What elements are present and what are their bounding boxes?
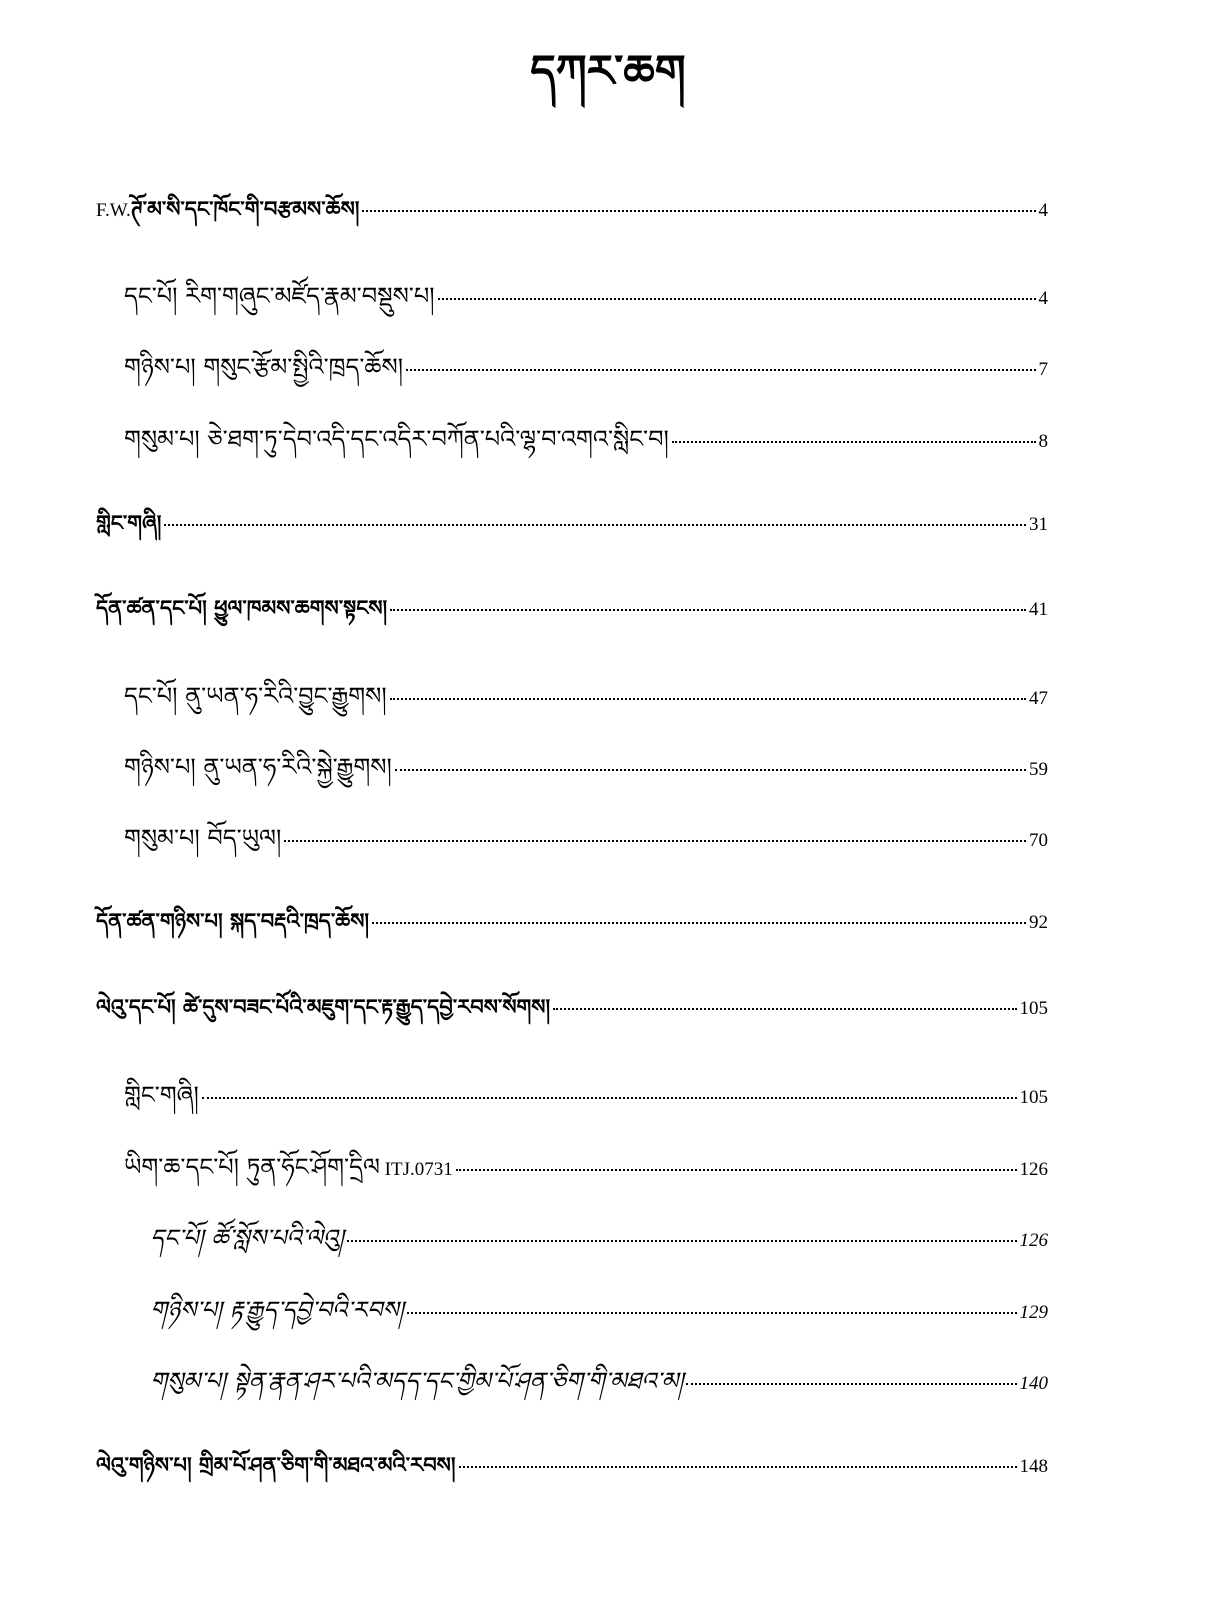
toc-entry-page: 148 [1019,1456,1048,1477]
dot-leader [438,298,1036,300]
toc-entry[interactable] [124,1069,1048,1109]
toc-entry[interactable] [124,413,1048,453]
toc-entry-page: 92 [1029,912,1048,933]
toc-entry-page: 105 [1019,998,1048,1019]
toc-entry-title: དོན་ཚན་གཉིས་པ། སྐད་བརྡའི་ཁྲད་ཆོས། [96,909,370,933]
toc-entry-title: གཉིས་པ། ནུ་ཡན་ཧ་རིའི་སྐྱེ་རྒྱུགས། [124,753,392,781]
dot-leader [407,1312,1017,1314]
toc-entry-page: 59 [1029,759,1048,780]
toc-entry-page: 41 [1029,599,1048,620]
toc-entry[interactable] [96,898,1048,938]
dot-leader [284,840,1026,842]
toc-entry-title: གསུམ་པ། སྟེན་རྣན་ཤར་པའི་མདད་དང་གྱིམ་པོ་ཤན་ཅིག་གི་མཐའ་མ། [150,1367,684,1395]
toc-entry[interactable] [96,984,1048,1024]
dot-leader [553,1008,1016,1010]
dot-leader [395,769,1026,771]
toc-entry[interactable] [96,500,1048,540]
toc-entry-suffix: ITJ.0731 [379,1159,453,1180]
dot-leader [390,609,1026,611]
toc-entry-title: དོན་ཚན་དང་པོ། ཕྱུལ་ཁམས་ཆགས་སྟངས། [96,596,388,620]
dot-leader [459,1466,1017,1468]
toc-entry-title: གཉིས་པ། རྟ་རྒྱུད་དབྱེ་བའི་རབས། [150,1296,404,1324]
toc-entry-title [96,186,359,245]
toc-entry-title: གསུམ་པ། ཅེ་ཐག་ཏུ་དེབ་འདི་དང་འདིར་བཀོན་པའི་ལྷ་བ་འགའ་སླིང་བ། [124,425,669,453]
dot-leader [372,922,1026,924]
toc-entry-page: 31 [1029,514,1048,535]
toc-entry-title: གླིང་གཞི། [96,511,162,535]
toc-entry[interactable] [124,812,1048,852]
toc-entry[interactable] [150,1284,1048,1324]
toc-entry[interactable] [124,670,1048,710]
dot-leader [347,1240,1017,1242]
toc-entry-page: 4 [1038,200,1048,221]
dot-leader [672,441,1036,443]
toc-entry[interactable] [124,341,1048,381]
toc-entry-page: 126 [1019,1159,1048,1180]
toc-entry-prefix: F.W. [96,200,131,221]
toc-entry-page: 126 [1019,1230,1048,1251]
dot-leader [164,524,1026,526]
toc-entry[interactable] [150,1355,1048,1395]
toc-entry[interactable] [124,741,1048,781]
toc-entry[interactable] [96,1442,1048,1482]
toc-entry-page: 7 [1038,359,1048,380]
page-title: དཀར་ཆག [530,46,686,97]
dot-leader [390,698,1026,700]
toc-entry-page: 47 [1029,688,1048,709]
dot-leader [456,1169,1017,1171]
toc-entry-page: 4 [1038,288,1048,309]
dot-leader [406,369,1035,371]
toc-entry[interactable] [150,1212,1048,1252]
toc-entry-page: 105 [1019,1087,1048,1108]
toc-entry-title: དང་པོ། ནུ་ཡན་ཧ་རིའི་བྱུང་རྒྱུགས། [124,682,387,710]
dot-leader [686,1383,1016,1385]
toc-entry-page: 129 [1019,1302,1048,1323]
toc-entry-title: གླིང་གཞི། [124,1081,199,1109]
toc-entry-title: གཉིས་པ། གསུང་རྩོམ་སྤྱིའི་ཁྲད་ཆོས། [124,353,404,381]
toc-entry-title: ལེའུ་གཉིས་པ། གྲིམ་པོ་ཤན་ཅིག་གི་མཐའ་མའི་རབས། [96,1453,456,1477]
toc-entry-title [124,1141,453,1208]
toc-entry[interactable] [124,270,1048,310]
toc-entry-title: དང་པོ། ཚོ་སློས་པའི་ལེའུ། [150,1224,344,1252]
toc-entry-page: 8 [1038,431,1048,452]
toc-entry-title: ལེའུ་དང་པོ། ཚེ་དུས་བཟང་པོའི་མཇུག་དང་རྟ་རྒྱུད་དབྱེ་རབས་སོགས། [96,995,551,1019]
dot-leader [202,1097,1017,1099]
dot-leader [362,210,1035,212]
toc-entry[interactable] [96,186,1048,226]
toc-entry[interactable] [124,1141,1048,1181]
toc-entry-page: 140 [1019,1373,1048,1394]
toc-entry[interactable] [96,585,1048,625]
toc-entry-title: གསུམ་པ། བོད་ཡུལ། [124,824,282,852]
toc-entry-title-text: ཡིག་ཆ་དང་པོ། ཏུན་ཧོང་ཤོག་དྲིལ [124,1153,380,1181]
toc-entry-title: དང་པོ། རིག་གཞུང་མཛོད་རྣམ་བསྡུས་པ། [124,282,435,310]
toc-entry-title-text: ཊོ་མ་སི་དང་ཁོང་གི་བརྩམས་ཆོས། [130,197,360,221]
toc-entry-page: 70 [1029,830,1048,851]
